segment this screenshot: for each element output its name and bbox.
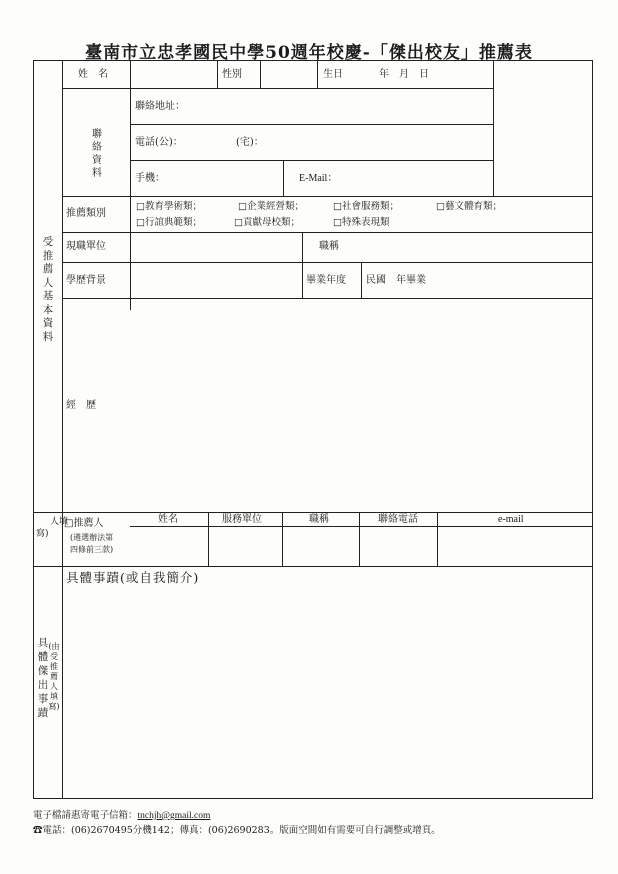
experience-field[interactable] [131, 299, 591, 511]
col-line [302, 232, 303, 298]
section-deeds-note: (由受推薦人填寫) [48, 642, 60, 711]
section-line-basic [33, 512, 593, 513]
row-line [130, 124, 493, 125]
name-label: 姓 名 [78, 69, 108, 80]
section-recommender-label-1: 人填 [50, 517, 69, 527]
email-label[interactable]: E-Mail： [299, 173, 338, 184]
category-option[interactable]: □行誼典範類； [136, 217, 202, 228]
recommender-col-title: 職稱 [309, 514, 329, 525]
job-title-label: 職稱 [319, 241, 339, 252]
recommender-col-phone: 聯絡電話 [378, 514, 418, 525]
category-option[interactable]: □企業經營類； [238, 201, 304, 212]
birthday-value[interactable]: 年 月 日 [379, 69, 429, 80]
recommender-label[interactable]: □推薦人 [64, 518, 104, 529]
col-line [361, 262, 362, 298]
col-line [359, 512, 360, 566]
education-label: 學歷背景 [66, 275, 106, 286]
row-line [62, 196, 592, 197]
deeds-heading: 具體事蹟(或自我簡介) [66, 570, 200, 585]
col-line [437, 512, 438, 566]
section-line-recommender [33, 566, 593, 567]
row-line [62, 88, 493, 89]
category-option[interactable]: □社會服務類； [333, 201, 399, 212]
form-border-left [33, 60, 34, 798]
footer-phone-line: ☎電話：(06)2670495分機142；傳真：(06)2690283。版面空間如有需要可自行調整或增頁。 [33, 825, 441, 836]
footer-email-link[interactable]: tnchjh@gmail.com [137, 811, 211, 821]
col-line [282, 512, 283, 566]
section-recommender-label-2: 寫) [36, 529, 49, 539]
col-line [208, 512, 209, 566]
col-line [130, 60, 131, 310]
category-label: 推薦類別 [66, 208, 106, 219]
col-line [283, 160, 284, 196]
row-line [62, 232, 592, 233]
birthday-label: 生日 [323, 69, 343, 80]
col-line [317, 60, 318, 88]
phone-label[interactable]: 電話(公)： [135, 137, 183, 148]
address-label[interactable]: 聯絡地址： [135, 101, 185, 112]
current-unit-label: 現職單位 [66, 241, 106, 252]
gender-field[interactable] [261, 61, 316, 87]
row-line [130, 526, 592, 527]
page-title: 臺南市立忠孝國民中學50週年校慶-「傑出校友」推薦表 [85, 43, 533, 63]
mobile-label[interactable]: 手機： [135, 173, 165, 184]
form-border-bottom [33, 798, 593, 799]
category-option[interactable]: □藝文體育類； [436, 201, 502, 212]
footer-email-line [33, 807, 210, 821]
section-basic-label: 受推薦人基本資料 [42, 236, 54, 343]
name-field[interactable] [131, 61, 216, 87]
grad-year-value[interactable]: 民國 年畢業 [366, 275, 426, 286]
recommender-note-1: (遴選辦法第 [70, 533, 114, 542]
recommender-col-unit: 服務單位 [222, 514, 262, 525]
gender-label: 性別 [222, 69, 242, 80]
recommender-col-email: e-mail [498, 514, 524, 525]
row-line [130, 160, 493, 161]
grad-year-label: 畢業年度 [306, 275, 346, 286]
category-option[interactable]: □教育學術類； [136, 201, 202, 212]
deeds-field[interactable] [63, 590, 591, 797]
category-option[interactable]: □貢獻母校類； [234, 217, 300, 228]
photo-box-line [493, 60, 494, 196]
section-deeds-label: 具體傑出事蹟 [37, 637, 49, 719]
row-line [62, 262, 592, 263]
category-option[interactable]: □特殊表現類 [333, 217, 390, 228]
phone-home-label[interactable]: (宅)： [236, 137, 264, 148]
experience-label: 經 歷 [66, 400, 96, 411]
footer-email-label: 電子檔請惠寄電子信箱： [33, 810, 138, 821]
recommender-note-2: 四條前三款) [70, 545, 114, 554]
col-line [217, 60, 218, 88]
form-border-right [592, 60, 593, 798]
contact-label: 聯絡資料 [92, 129, 102, 179]
recommender-col-name: 姓名 [158, 514, 178, 525]
